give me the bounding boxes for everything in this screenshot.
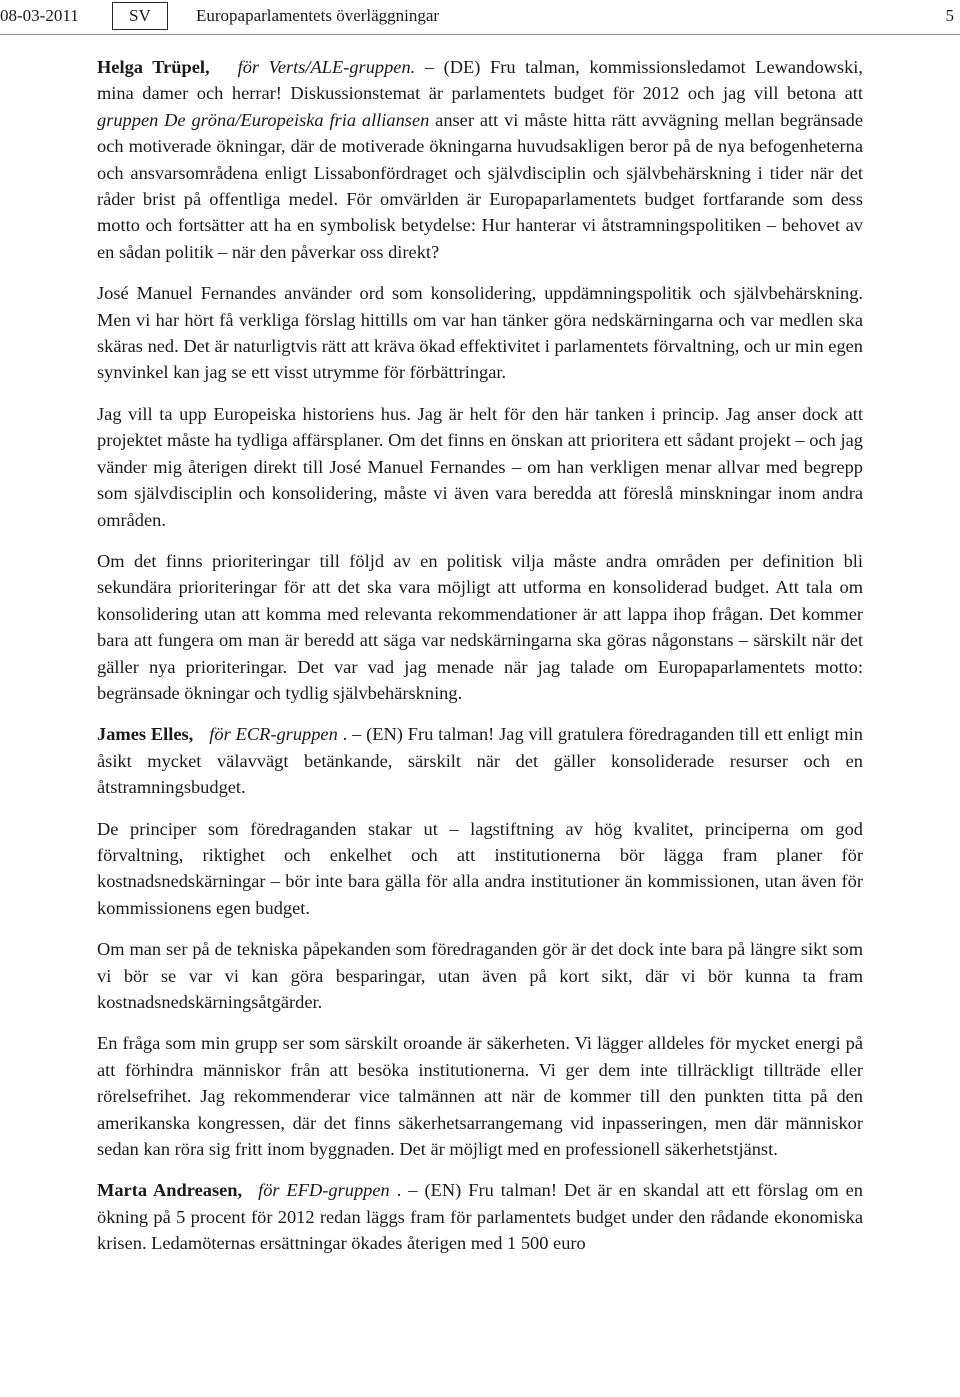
speaker-name: Helga Trüpel,: [97, 57, 210, 77]
language-code-box: SV: [112, 2, 168, 30]
speaker-name: James Elles,: [97, 724, 194, 745]
language-code: . – (EN): [337, 724, 408, 745]
speaker-affiliation: för ECR-gruppen: [209, 724, 338, 745]
speech-text: Fru talman! Det är en skandal att ett förslag om en ökning på 5 procent för 2012 redan läggs fram för parlamentets budget under den rådande ekonomiska krisen. Ledamöternas ersättningar ökades återigen med 1 500 euro: [97, 1180, 863, 1254]
speaker-affiliation: för EFD-gruppen: [258, 1180, 390, 1201]
speech-paragraph: Om man ser på de tekniska påpekanden som föredraganden gör är det dock inte bara på längre sikt som vi bör se var vi kan göra besparingar, utan även på kort sikt, där vi bör kunna ta fram kostnadsnedskärningsåtgärder.: [97, 939, 863, 1012]
speaker-name: Marta Andreasen,: [97, 1180, 243, 1201]
speech-paragraph: Jag vill ta upp Europeiska historiens hus. Jag är helt för den här tanken i princip. Jag anser dock att projektet måste ha tydliga affärsplaner. Om det finns en önskan att prioritera ett sådant projekt – och jag vänder mig återigen direkt till José Manuel Fernandes – om han verkligen menar allvar med begrepp som självdisciplin och konsolidering, måste vi även vara beredda att föreslå minskningar inom andra områden.: [97, 403, 863, 530]
page-number: 5: [945, 6, 954, 25]
speech-paragraph: José Manuel Fernandes använder ord som konsolidering, uppdämningspolitik och självbehärskning. Men vi har hört få verkliga förslag hittills om var han tänker göra nedskärningarna och var medlen ska skäras ned. Det är naturligtvis rätt att kräva ökad effektivitet i parlamentets förvaltning, och ur min egen synvinkel kan jag se ett visst utrymme för förbättringar.: [97, 283, 863, 383]
speech-paragraph: Om det finns prioriteringar till följd av en politisk vilja måste andra områden per definition bli sekundära prioriteringar för att det ska vara möjligt att utforma en konsoliderad budget. Att tala om konsolidering utan att komma med relevanta rekommendationer är att lappa ihop frågan. Det kommer bara att fungera om man är beredd att säga var nedskärningarna ska göras någonstans – särskilt när det gäller nya prioriteringar. Det var vad jag menade när jag talade om Europaparlamentets motto: begränsade ökningar och tydlig självbehärskning.: [97, 550, 863, 703]
document-date: 08-03-2011: [0, 6, 79, 25]
speech-text: Fru talman, kommissionsledamot Lewandowski, mina damer och herrar! Diskussionstemat är parlamentets budget för 2012 och jag vill betona att: [97, 57, 863, 104]
speech-paragraph: [97, 721, 863, 800]
language-code: – (DE): [415, 57, 490, 77]
speaker-affiliation: för Verts/ALE-gruppen.: [237, 57, 416, 77]
document-body: [97, 54, 863, 1272]
speech-paragraph: En fråga som min grupp ser som särskilt oroande är säkerheten. Vi lägger alldeles för mycket energi på att förhindra människor från att besöka institutionerna. Vi ger dem inte tillräckligt tillträde eller rörelsefrihet. Jag rekommenderar vice talmännen att när de kommer till den punkten titta på den amerikanska kongressen, där det finns säkerhetsarrangemang vid inpasseringen, men där människor sedan kan röra sig fritt inom byggnaden. Det är möjligt med en professionell säkerhetstjänst.: [97, 1033, 863, 1160]
speech-paragraph: [97, 1177, 863, 1256]
page-header: [0, 0, 960, 35]
speech-text: anser att vi måste hitta rätt avvägning mellan begränsade och motiverade ökningar, där de motiverade ökningarna huvudsakligen beror på de nya befogenheterna och ansvarsområdena enligt Lissabonfördraget och självdisciplin och självbehärskning i tider när det råder brist på offentliga medel. För omvärlden är Europaparlamentets budget fortfarande som dess motto och fortsätter att ha en symbolisk betydelse: Hur hanterar vi åtstramningspolitiken – behovet av en sådan politik – när den påverkar oss direkt?: [97, 109, 863, 262]
language-code: . – (EN): [389, 1180, 469, 1201]
speech-paragraph: [97, 54, 863, 265]
document-title: Europaparlamentets överläggningar: [196, 6, 440, 25]
speech-paragraph: De principer som föredraganden stakar ut – lagstiftning av hög kvalitet, principerna om god förvaltning, riktighet och enkelhet och att institutionerna bör lägga fram planer för kostnadsnedskärningar – bör inte bara gälla för alla andra institutioner än kommissionen, utan även för kommissionens egen budget.: [97, 818, 863, 918]
speech-italic-text: gruppen De gröna/Europeiska fria alliansen: [97, 109, 430, 130]
speech-text: Fru talman! Jag vill gratulera föredraganden till ett enligt min åsikt mycket välavvägt betänkande, särskilt när det gäller konsoliderade resurser och en åtstramningsbudget.: [97, 724, 863, 798]
